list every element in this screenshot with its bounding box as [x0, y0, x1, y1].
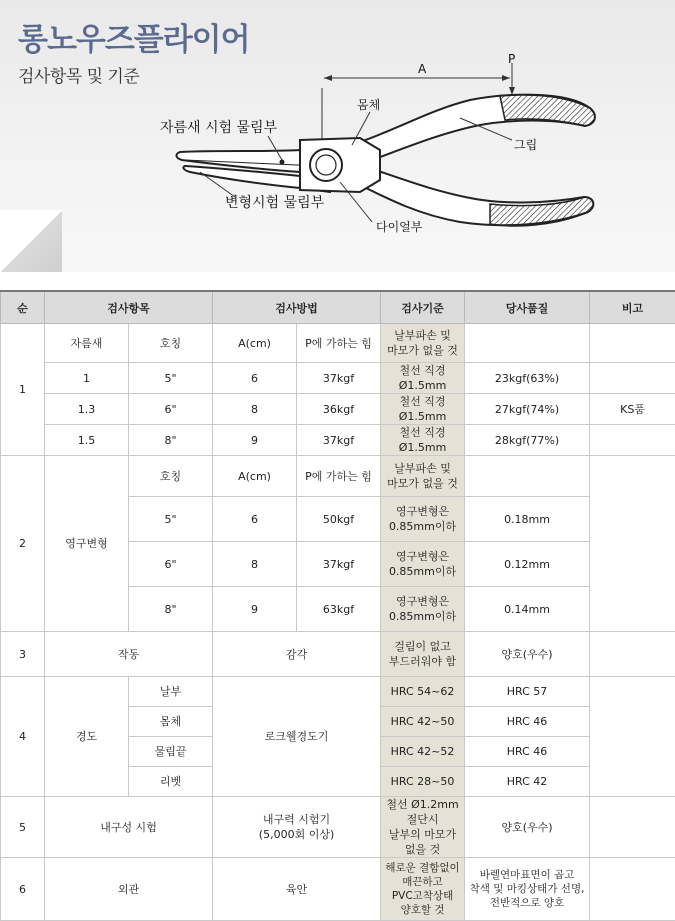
- label-p: P: [508, 52, 515, 66]
- cell: 바렐연마표면이 곱고 착색 및 마킹상태가 선명, 전반적으로 양호: [465, 858, 590, 921]
- cell: 6: [213, 497, 297, 542]
- row-no: 5: [1, 797, 45, 858]
- cell: 28kgf(77%): [465, 425, 590, 456]
- cell: A(cm): [213, 324, 297, 363]
- cell: 27kgf(74%): [465, 394, 590, 425]
- cell: 9: [213, 425, 297, 456]
- cell: A(cm): [213, 456, 297, 497]
- plier-diagram: [0, 0, 675, 272]
- cell: 육안: [213, 858, 381, 921]
- col-header-method: 검사방법: [213, 291, 381, 324]
- cell: 철선 직경 Ø1.5mm: [381, 425, 465, 456]
- page-title: 롱노우즈플라이어: [18, 14, 250, 59]
- cell: 영구변형은 0.85mm이하: [381, 497, 465, 542]
- cell: HRC 46: [465, 707, 590, 737]
- cell: 날부: [129, 677, 213, 707]
- cell: 로크웰경도기: [213, 677, 381, 797]
- cell: 호칭: [129, 456, 213, 497]
- cell: 철선 Ø1.2mm절단시 날부의 마모가 없을 것: [381, 797, 465, 858]
- col-header-no: 순: [1, 291, 45, 324]
- cell: HRC 54~62: [381, 677, 465, 707]
- cell: 6": [129, 542, 213, 587]
- cell: 철선 직경 Ø1.5mm: [381, 363, 465, 394]
- table-row: [1, 324, 675, 363]
- cell: 8": [129, 587, 213, 632]
- col-header-note: 비고: [590, 291, 675, 324]
- row-no: 1: [1, 324, 45, 456]
- table-row: [1, 632, 675, 677]
- cell: 5": [129, 363, 213, 394]
- col-header-quality: 당사품질: [465, 291, 590, 324]
- table-row: [1, 797, 675, 858]
- cell: [590, 797, 675, 858]
- cell: 자름새: [45, 324, 129, 363]
- table-row: [1, 394, 675, 425]
- label-blade-test: 자름새 시험 물림부: [160, 117, 277, 137]
- cell: HRC 42~52: [381, 737, 465, 767]
- cell: 0.14mm: [465, 587, 590, 632]
- cell: HRC 42~50: [381, 707, 465, 737]
- col-header-item: 검사항목: [45, 291, 213, 324]
- label-a: A: [418, 62, 426, 76]
- cell: 몸체: [129, 707, 213, 737]
- note-cell: KS품: [590, 394, 675, 425]
- page-corner-decoration: [0, 210, 62, 272]
- cell: 영구변형: [45, 456, 129, 632]
- cell: [590, 858, 675, 921]
- cell: HRC 57: [465, 677, 590, 707]
- cell: 외관: [45, 858, 213, 921]
- cell: 63kgf: [297, 587, 381, 632]
- cell: P에 가하는 힘: [297, 456, 381, 497]
- row-no: 4: [1, 677, 45, 797]
- cell: 경도: [45, 677, 129, 797]
- cell: 36kgf: [297, 394, 381, 425]
- cell: 1.3: [45, 394, 129, 425]
- cell: 37kgf: [297, 542, 381, 587]
- label-deform-test: 변형시험 물림부: [225, 192, 324, 212]
- cell: [590, 456, 675, 632]
- cell: HRC 46: [465, 737, 590, 767]
- cell: 내구력 시험기 (5,000회 이상): [213, 797, 381, 858]
- cell: HRC 42: [465, 767, 590, 797]
- cell: 철선 직경 Ø1.5mm: [381, 394, 465, 425]
- cell: 양호(우수): [465, 797, 590, 858]
- cell: 50kgf: [297, 497, 381, 542]
- cell: 9: [213, 587, 297, 632]
- test-point: [280, 160, 285, 165]
- table-row: [1, 456, 675, 497]
- cell: 호칭: [129, 324, 213, 363]
- table-row: [1, 677, 675, 707]
- cell: 37kgf: [297, 363, 381, 394]
- cell: 날부파손 및 마모가 없을 것: [381, 324, 465, 363]
- cell: [590, 324, 675, 363]
- row-no: 6: [1, 858, 45, 921]
- label-die: 다이얼부: [376, 218, 422, 235]
- cell: HRC 28~50: [381, 767, 465, 797]
- cell: 걸림이 없고 부드러워야 함: [381, 632, 465, 677]
- cell: 1: [45, 363, 129, 394]
- cell: 8": [129, 425, 213, 456]
- cell: 양호(우수): [465, 632, 590, 677]
- cell: [590, 677, 675, 797]
- cell: 37kgf: [297, 425, 381, 456]
- cell: 5": [129, 497, 213, 542]
- cell: 감각: [213, 632, 381, 677]
- row-no: 3: [1, 632, 45, 677]
- inspection-table: [0, 290, 675, 921]
- table-row: [1, 425, 675, 456]
- row-no: 2: [1, 456, 45, 632]
- rivet-circle: [310, 149, 342, 181]
- cell: 영구변형은 0.85mm이하: [381, 587, 465, 632]
- cell: 6: [213, 363, 297, 394]
- table-row: [1, 363, 675, 394]
- cell: 8: [213, 542, 297, 587]
- cell: 작동: [45, 632, 213, 677]
- cell: 23kgf(63%): [465, 363, 590, 394]
- col-header-standard: 검사기준: [381, 291, 465, 324]
- label-body: 몸체: [357, 96, 380, 113]
- label-grip: 그립: [514, 136, 537, 153]
- cell: 6": [129, 394, 213, 425]
- cell: 0.12mm: [465, 542, 590, 587]
- cell: 리벳: [129, 767, 213, 797]
- cell: [465, 456, 590, 497]
- cell: 8: [213, 394, 297, 425]
- cell: 해로운 결함없이 매끈하고 PVC고착상태 양호할 것: [381, 858, 465, 921]
- cell: P에 가하는 힘: [297, 324, 381, 363]
- page-subtitle: 검사항목 및 기준: [18, 62, 139, 87]
- cell: [590, 632, 675, 677]
- cell: 0.18mm: [465, 497, 590, 542]
- cell: [590, 425, 675, 456]
- cell: [465, 324, 590, 363]
- cell: 물림끝: [129, 737, 213, 767]
- header-panel: [0, 0, 675, 272]
- cell: 영구변형은 0.85mm이하: [381, 542, 465, 587]
- cell: 날부파손 및 마모가 없을 것: [381, 456, 465, 497]
- table-row: [1, 858, 675, 921]
- cell: [590, 363, 675, 394]
- cell: 1.5: [45, 425, 129, 456]
- cell: 내구성 시험: [45, 797, 213, 858]
